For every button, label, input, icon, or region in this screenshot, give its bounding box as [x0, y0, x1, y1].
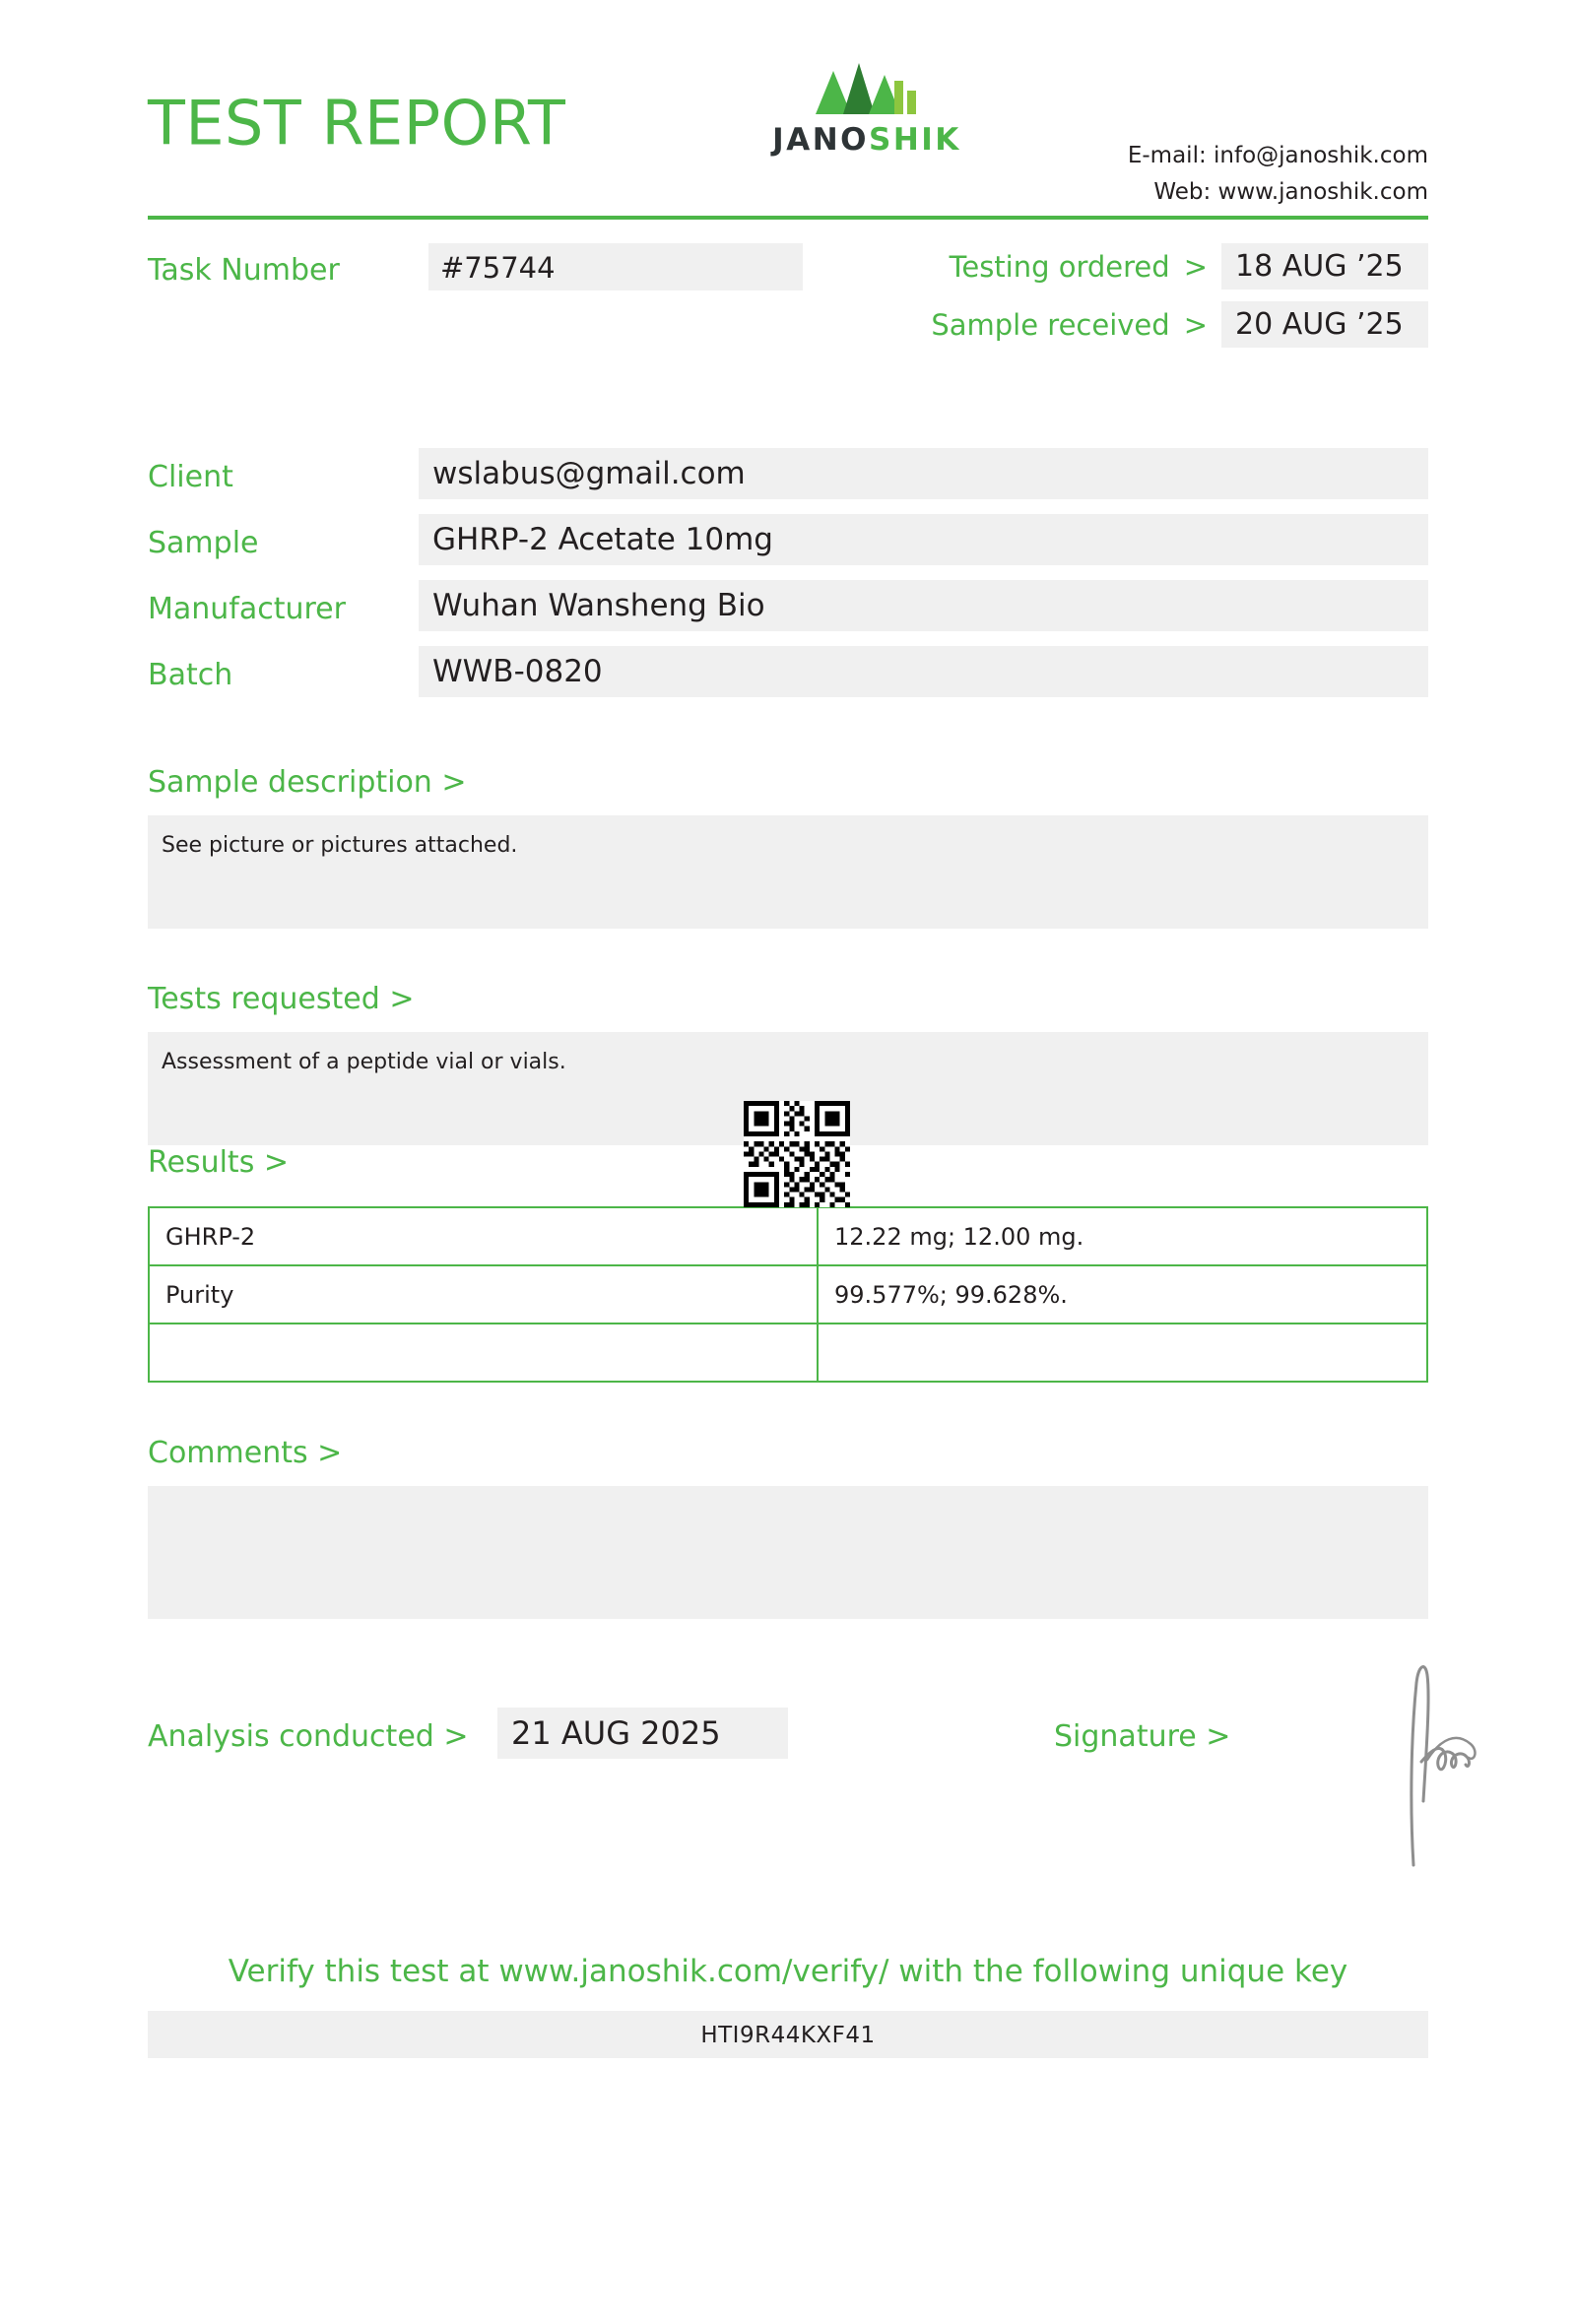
sample-received-value: 20 AUG ’25: [1221, 301, 1428, 348]
brand-name-dark: JANO: [772, 122, 869, 158]
header-divider: [148, 216, 1428, 220]
sample-received-label: Sample received: [931, 307, 1170, 342]
contact-web: Web: www.janoshik.com: [1153, 178, 1428, 205]
task-number-value: #75744: [428, 243, 803, 290]
page-title: TEST REPORT: [148, 87, 566, 160]
table-row: [149, 1323, 1427, 1382]
analysis-conducted-label: Analysis conducted >: [148, 1719, 469, 1754]
tests-requested-text: Assessment of a peptide vial or vials.: [148, 1032, 1428, 1145]
result-name-3: [149, 1323, 818, 1382]
client-value: wslabus@gmail.com: [419, 448, 1428, 499]
comments-text: [148, 1486, 1428, 1619]
comments-title: Comments >: [148, 1436, 343, 1470]
brand-name: [739, 122, 995, 158]
testing-ordered-value: 18 AUG ’25: [1221, 243, 1428, 290]
results-table: [148, 1206, 1428, 1383]
result-value-3: [818, 1323, 1427, 1382]
sample-value: GHRP-2 Acetate 10mg: [419, 514, 1428, 565]
sample-received-arrow: >: [1183, 307, 1208, 342]
sample-description-title: Sample description >: [148, 765, 467, 800]
testing-ordered-arrow: >: [1183, 249, 1208, 284]
signature-mark: [1384, 1653, 1512, 1880]
verify-text: Verify this test at www.janoshik.com/verify/ with the following unique key: [228, 1954, 1348, 1989]
result-value-2: 99.577%; 99.628%.: [818, 1265, 1427, 1323]
batch-label: Batch: [148, 658, 233, 692]
manufacturer-label: Manufacturer: [148, 592, 346, 626]
client-label: Client: [148, 460, 233, 494]
footer-section: [148, 1708, 1428, 1895]
dates-block: [931, 243, 1428, 359]
result-name-1: GHRP-2: [149, 1207, 818, 1265]
batch-value: WWB-0820: [419, 646, 1428, 697]
brand-name-green: SHIK: [869, 122, 961, 158]
task-section: [148, 243, 1428, 361]
task-number-label: Task Number: [148, 253, 340, 288]
info-row-sample: [148, 514, 1428, 580]
verification-qr-code: [744, 1101, 850, 1207]
contact-block: [1128, 138, 1428, 211]
sample-received-row: [931, 301, 1428, 348]
mountain-logo-icon: [808, 57, 926, 118]
results-title: Results >: [148, 1145, 289, 1180]
unique-key-value: HTI9R44KXF41: [148, 2011, 1428, 2058]
result-name-2: Purity: [149, 1265, 818, 1323]
info-row-client: [148, 448, 1428, 514]
info-row-batch: [148, 646, 1428, 712]
table-row: [149, 1207, 1427, 1265]
sample-label: Sample: [148, 526, 259, 560]
info-section: [148, 448, 1428, 712]
brand-logo: [739, 57, 995, 158]
table-row: [149, 1265, 1427, 1323]
manufacturer-value: Wuhan Wansheng Bio: [419, 580, 1428, 631]
analysis-conducted-date: 21 AUG 2025: [497, 1708, 788, 1759]
testing-ordered-label: Testing ordered: [949, 249, 1170, 284]
info-row-manufacturer: [148, 580, 1428, 646]
testing-ordered-row: [931, 243, 1428, 290]
tests-requested-title: Tests requested >: [148, 982, 415, 1016]
sample-description-text: See picture or pictures attached.: [148, 815, 1428, 929]
contact-email: E-mail: info@janoshik.com: [1127, 143, 1428, 168]
report-header: [148, 0, 1428, 212]
signature-label: Signature >: [1054, 1719, 1231, 1754]
results-header: [148, 1145, 1428, 1196]
result-value-1: 12.22 mg; 12.00 mg.: [818, 1207, 1427, 1265]
